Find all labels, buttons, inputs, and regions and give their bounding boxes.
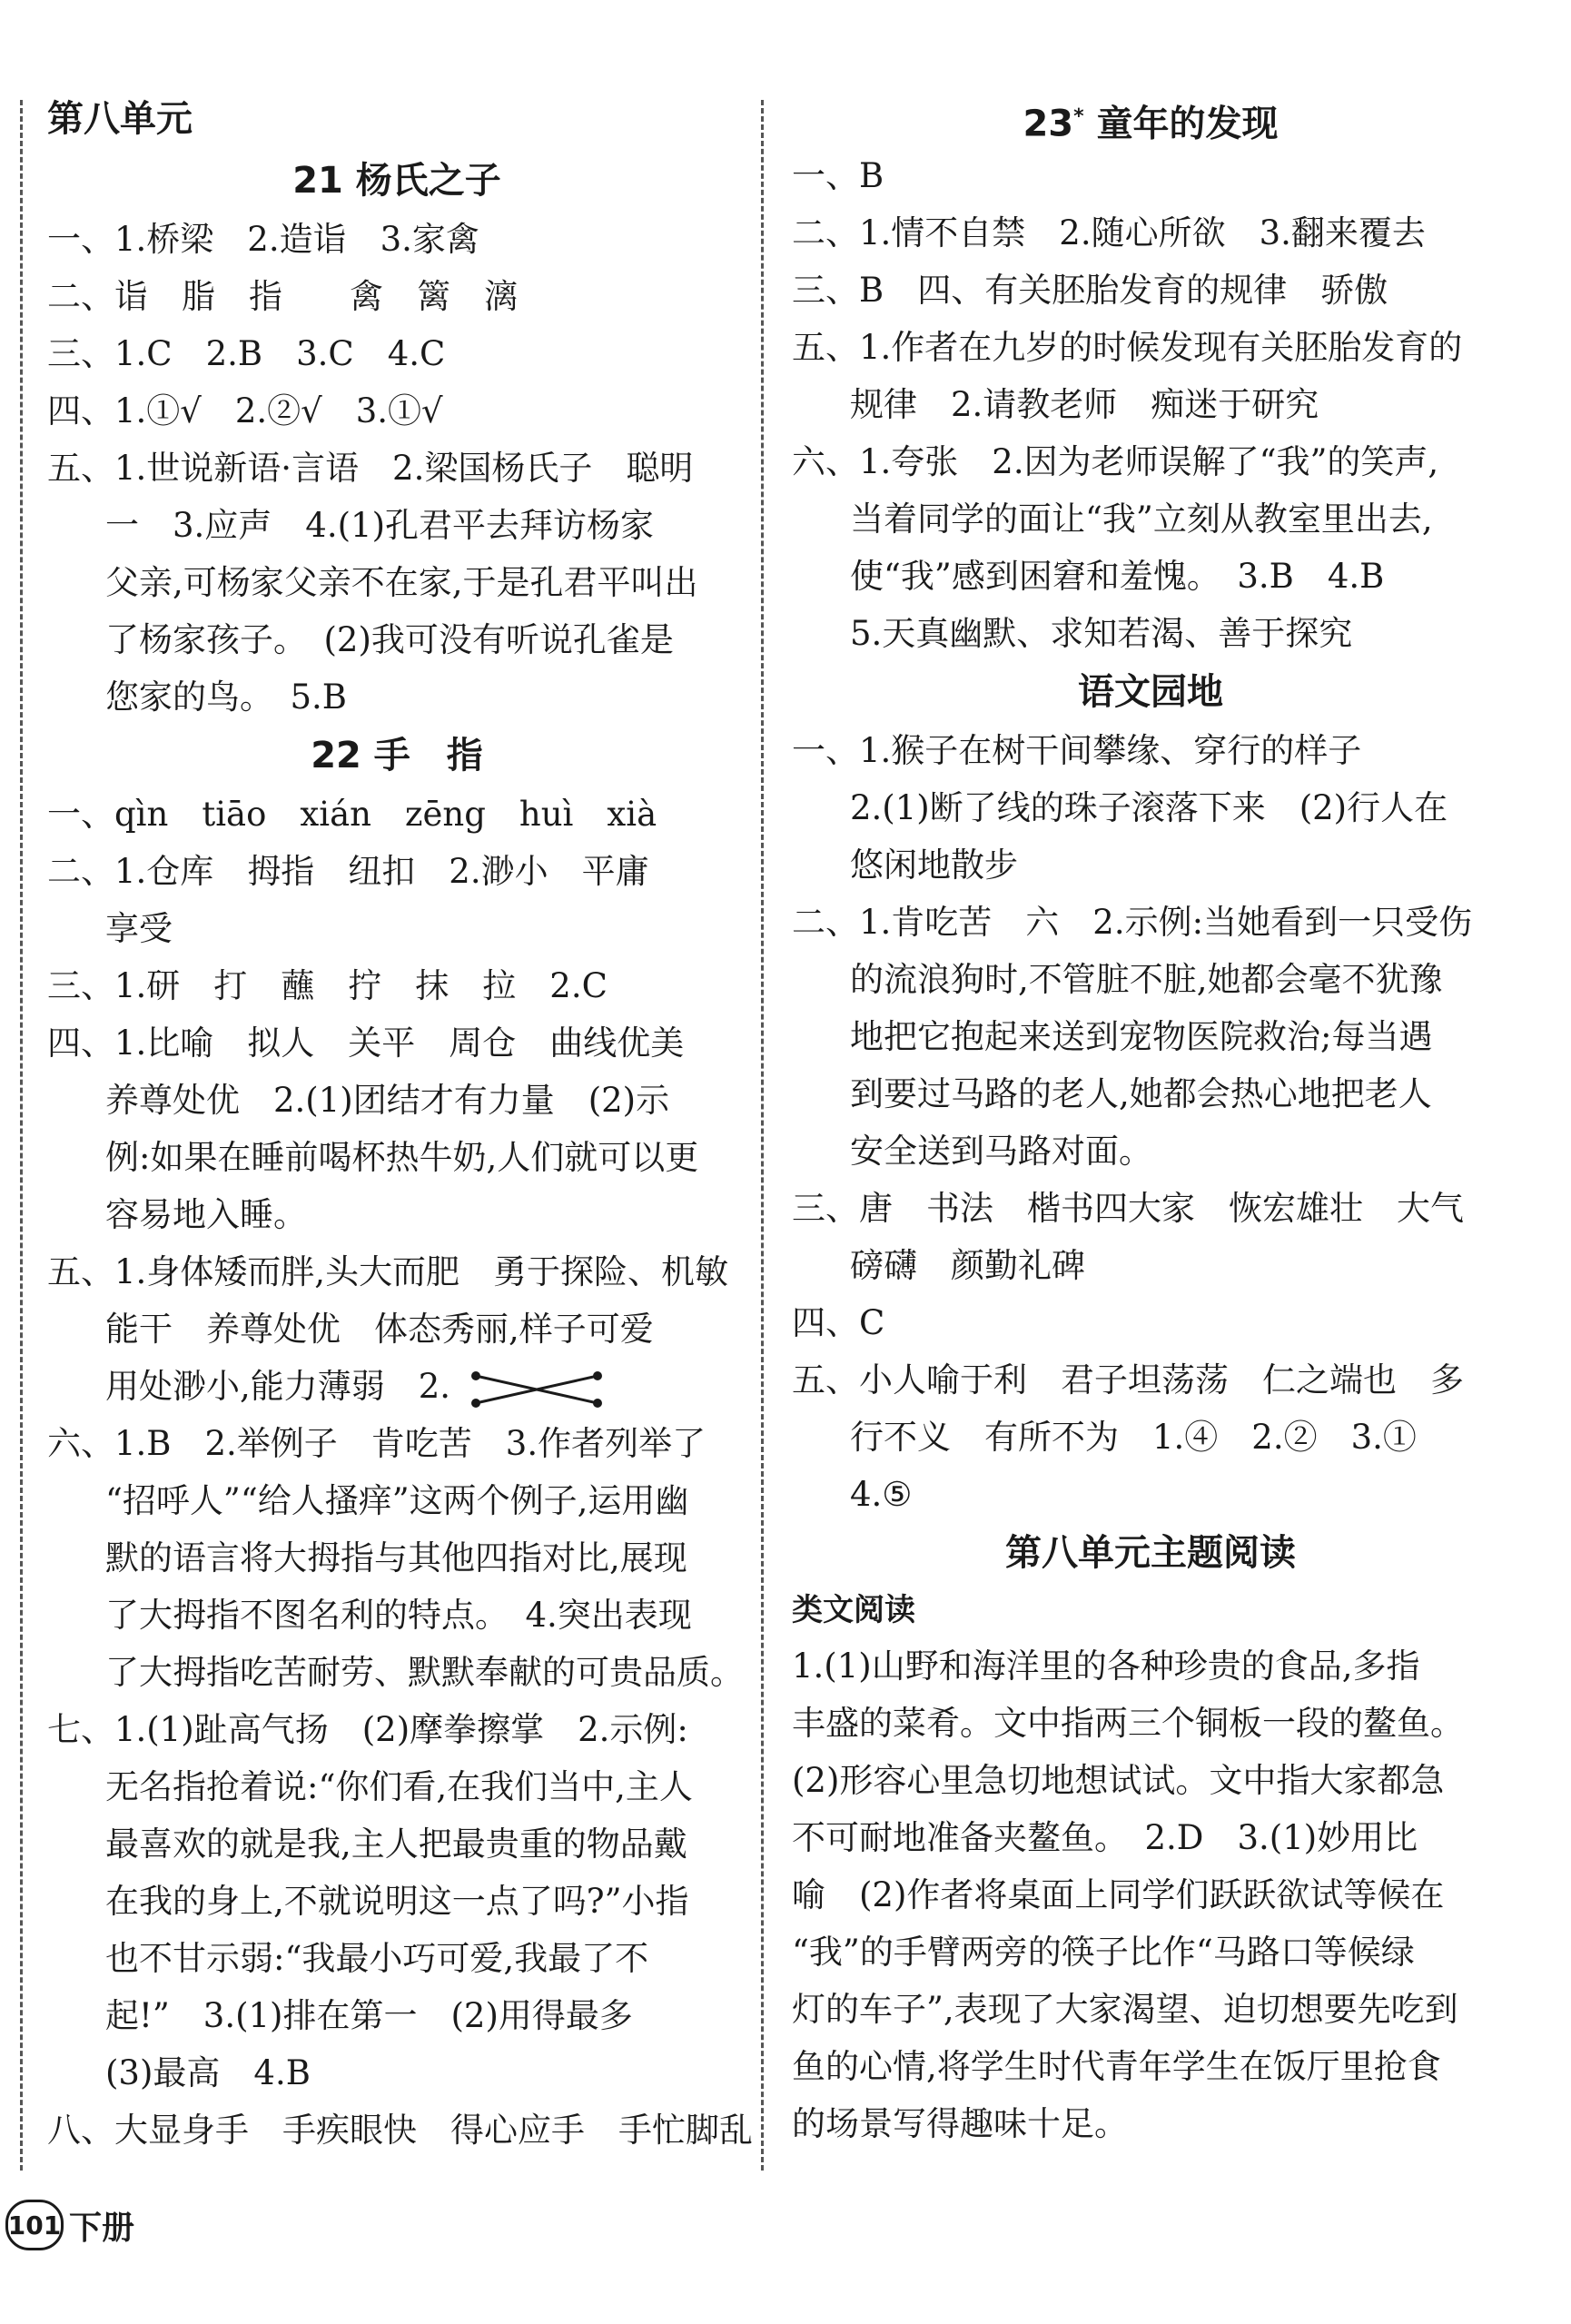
answer-line: 2.(1)断了线的珠子滚落下来 (2)行人在 — [850, 788, 1448, 827]
volume-label: 下册 — [69, 2209, 135, 2247]
section-21-body — [47, 211, 746, 726]
optional-lesson-star: * — [1073, 105, 1084, 128]
answer-line: “招呼人”“给人搔痒”这两个例子,运用幽 — [105, 1481, 689, 1520]
answer-line: 父亲,可杨家父亲不在家,于是孔君平叫出 — [105, 563, 698, 602]
answer-line: 1.(1)山野和海洋里的各种珍贵的食品,多指 — [792, 1647, 1420, 1686]
answer-line: 一 3.应声 4.(1)孔君平去拜访杨家 — [105, 506, 655, 545]
section-23-title — [792, 87, 1509, 147]
answer-line: 悠闲地散步 — [850, 846, 1018, 885]
answer-line: 最喜欢的就是我,主人把最贵重的物品戴 — [105, 1825, 687, 1864]
answer-line: 二、1.仓库 拇指 纽扣 2.渺小 平庸 — [47, 852, 649, 891]
answer-line: 例:如果在睡前喝杯热牛奶,人们就可以更 — [105, 1138, 699, 1177]
section-22-title: 22 手 指 — [311, 735, 483, 776]
chinese-garden-title: 语文园地 — [1078, 671, 1223, 713]
answer-line: 也不甘示弱:“我最小巧可爱,我最了不 — [105, 1939, 649, 1978]
answer-line: 规律 2.请教老师 痴迷于研究 — [850, 385, 1319, 424]
answer-line: 四、C — [792, 1303, 885, 1342]
answer-line: 磅礴 颜勤礼碑 — [850, 1246, 1085, 1285]
answer-line: 4.⑤ — [850, 1475, 913, 1514]
answer-line: 到要过马路的老人,她都会热心地把老人 — [850, 1074, 1432, 1113]
answer-line: 四、1.①√ 2.②√ 3.①√ — [47, 391, 443, 430]
answer-line: 丰盛的菜肴。文中指两三个铜板一段的鳌鱼。 — [792, 1704, 1464, 1743]
answer-line: 二、1.情不自禁 2.随心所欲 3.翻来覆去 — [792, 213, 1426, 252]
answer-line: 一、B — [792, 156, 884, 195]
answer-line: 一、1.桥梁 2.造诣 3.家禽 — [47, 220, 479, 259]
answer-line: 了大拇指吃苦耐劳、默默奉献的可贵品质。 — [105, 1653, 744, 1692]
answer-line: 了大拇指不图名利的特点。 4.突出表现 — [105, 1596, 692, 1635]
answer-line: 养尊处优 2.(1)团结才有力量 (2)示 — [105, 1081, 670, 1120]
answer-line: 在我的身上,不就说明这一点了吗?”小指 — [105, 1882, 689, 1921]
answer-line: 三、唐 书法 楷书四大家 恢宏雄壮 大气 — [792, 1189, 1464, 1228]
answer-line: 鱼的心情,将学生时代青年学生在饭厅里抢食 — [792, 2047, 1441, 2086]
answer-line: 能干 养尊处优 体态秀丽,样子可爱 — [105, 1310, 654, 1349]
answer-line: 的场景写得趣味十足。 — [792, 2104, 1128, 2143]
answer-line: (3)最高 4.B — [105, 2053, 311, 2092]
section-21-title: 21 杨氏之子 — [292, 160, 501, 202]
answer-line: 起!” 3.(1)排在第一 (2)用得最多 — [105, 1996, 633, 2035]
answer-line: 您家的鸟。 5.B — [105, 677, 347, 717]
answer-line: 的流浪狗时,不管脏不脏,她都会毫不犹豫 — [850, 960, 1443, 999]
answer-line: 一、1.猴子在树干间攀缘、穿行的样子 — [792, 731, 1362, 770]
answer-line: 默的语言将大拇指与其他四指对比,展现 — [105, 1538, 687, 1577]
answer-line: 五、小人喻于利 君子坦荡荡 仁之端也 多 — [792, 1360, 1464, 1399]
left-margin-divider — [20, 100, 23, 2171]
answer-line: 四、1.比喻 拟人 关平 周仓 曲线优美 — [47, 1024, 685, 1063]
answer-line: 行不义 有所不为 1.④ 2.② 3.① — [850, 1418, 1417, 1457]
chinese-garden-body — [792, 722, 1509, 1523]
section-23-body — [792, 147, 1509, 662]
answer-line: 使“我”感到困窘和羞愧。 3.B 4.B — [850, 557, 1385, 596]
answer-line: 七、1.(1)趾高气扬 (2)摩拳擦掌 2.示例: — [47, 1710, 688, 1749]
answer-line: 六、1.夸张 2.因为老师误解了“我”的笑声, — [792, 442, 1439, 481]
similar-text-reading-subhead: 类文阅读 — [792, 1592, 915, 1628]
column-divider — [761, 100, 764, 2171]
page-footer — [5, 2198, 134, 2252]
answer-line: 二、诣 脂 指 禽 篱 漓 — [47, 277, 518, 316]
answer-line: 三、B 四、有关胚胎发育的规律 骄傲 — [792, 271, 1388, 310]
answer-line: “我”的手臂两旁的筷子比作“马路口等候绿 — [792, 1933, 1415, 1972]
answer-line: 一、qìn tiāo xián zēng huì xià — [47, 795, 657, 834]
answer-line: 灯的车子”,表现了大家渴望、迫切想要先吃到 — [792, 1990, 1458, 2029]
page-number-badge: 101 — [5, 2200, 64, 2250]
theme-reading-title: 第八单元主题阅读 — [1005, 1532, 1296, 1574]
section-title-text: 童年的发现 — [1096, 103, 1279, 145]
answer-line: 三、1.C 2.B 3.C 4.C — [47, 334, 446, 373]
answer-line: 了杨家孩子。 (2)我可没有听说孔雀是 — [105, 620, 674, 659]
answer-line: 无名指抢着说:“你们看,在我们当中,主人 — [105, 1767, 693, 1806]
unit-title: 第八单元 — [47, 98, 193, 140]
answer-line: 六、1.B 2.举例子 肯吃苦 3.作者列举了 — [47, 1424, 706, 1463]
answer-line: 二、1.肯吃苦 六 2.示例:当她看到一只受伤 — [792, 903, 1473, 942]
answer-line: 当着同学的面让“我”立刻从教室里出去, — [850, 499, 1433, 539]
section-number: 23 — [1023, 103, 1074, 145]
section-22-body — [47, 786, 753, 2159]
left-column — [47, 87, 753, 2159]
answer-line: 五、1.世说新语·言语 2.梁国杨氏子 聪明 — [47, 449, 694, 488]
answer-line: 五、1.作者在九岁的时候发现有关胚胎发育的 — [792, 328, 1463, 367]
matching-lines-figure — [469, 1367, 605, 1412]
answer-line: 享受 — [105, 909, 173, 948]
answer-line: 5.天真幽默、求知若渴、善于探究 — [850, 614, 1353, 653]
answer-line: 地把它抱起来送到宠物医院救治;每当遇 — [850, 1017, 1433, 1056]
theme-reading-body — [792, 1637, 1509, 2152]
right-column — [792, 87, 1509, 2152]
answer-line: 容易地入睡。 — [105, 1195, 307, 1234]
matching-answer-line — [47, 1358, 746, 1415]
answer-line: 喻 (2)作者将桌面上同学们跃跃欲试等候在 — [792, 1875, 1445, 1914]
answer-line: 不可耐地准备夹鳌鱼。 2.D 3.(1)妙用比 — [792, 1818, 1418, 1857]
answer-line: 三、1.研 打 蘸 拧 抹 拉 2.C — [47, 966, 608, 1005]
answer-text: 用处渺小,能力薄弱 2. — [105, 1367, 451, 1406]
answer-line: 安全送到马路对面。 — [850, 1132, 1152, 1171]
answer-line: (2)形容心里急切地想试试。文中指大家都急 — [792, 1761, 1445, 1800]
answer-line: 八、大显身手 手疾眼快 得心应手 手忙脚乱 — [47, 2111, 753, 2150]
answer-line: 五、1.身体矮而胖,头大而肥 勇于探险、机敏 — [47, 1252, 729, 1291]
